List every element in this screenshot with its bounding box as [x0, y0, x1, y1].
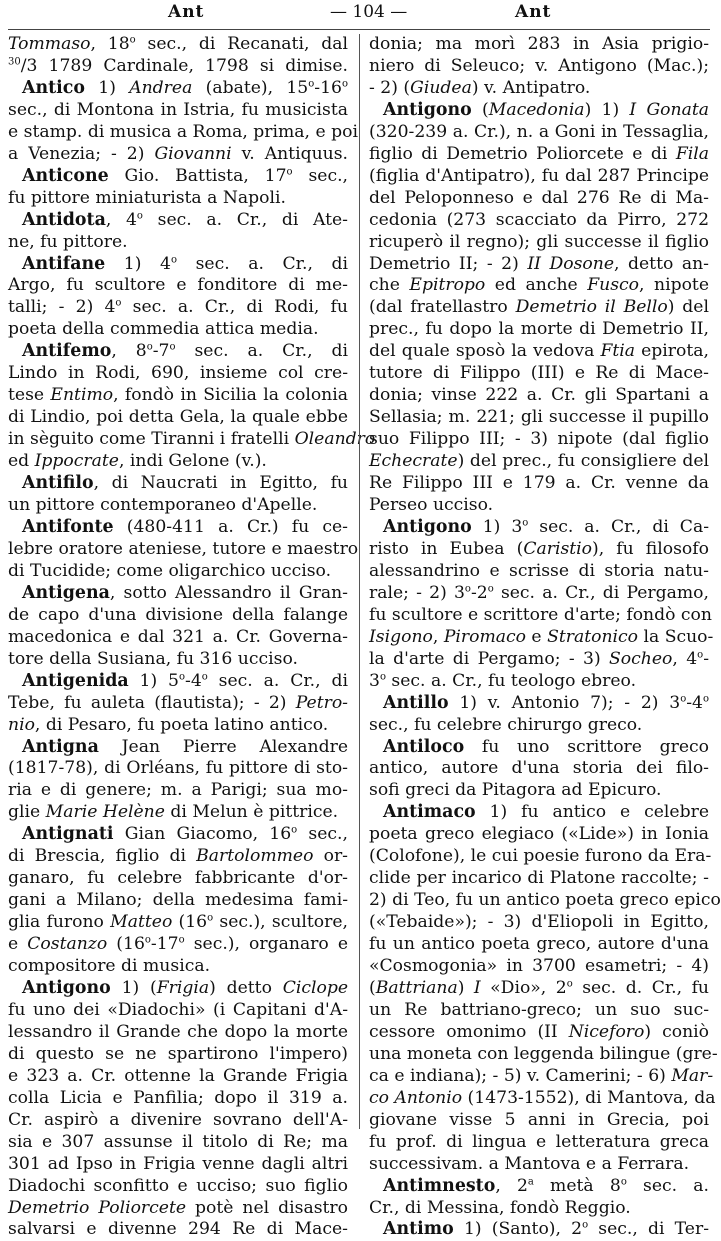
text-line: nio, di Pesaro, fu poeta latino antico. [8, 714, 329, 735]
text-line: Lindo in Rodi, 690, insieme col cre- [8, 363, 348, 384]
text-line: fu pittore miniaturista a Napoli. [8, 187, 286, 208]
text-line: rale; - 2) 3$^o$-2$^o$ sec. a. Cr., di Pergamo, [369, 582, 709, 603]
text-line: macedonica e dal 321 a. Cr. Governa- [8, 626, 348, 647]
text-line: donia; ma morì 283 in Asia prigio- [369, 34, 709, 54]
text-line: Perseo ucciso. [369, 495, 494, 516]
text-line: ed Ippocrate, indi Gelone (v.). [8, 451, 267, 472]
text-line: 301 ad Ipso in Frigia venne dagli altri [8, 1153, 348, 1174]
text-line: di Tucidide; come oligarchico ucciso. [8, 560, 332, 581]
running-head-left: Ant [168, 2, 205, 22]
text-line: Tebe, fu auleta (flautista); - 2) Petro- [8, 692, 348, 713]
text-line: colla Licia e Panfilia; dopo il 319 a. [8, 1087, 348, 1108]
text-line: tore della Susiana, fu 316 ucciso. [8, 648, 298, 669]
text-line: Diadochi sconfitto e ucciso; suo figlio [8, 1175, 348, 1196]
text-line: ca e indiana); - 5) v. Camerini; - 6) Mar- [369, 1065, 714, 1086]
text-line: salvarsi e divenne 294 Re di Mace- [8, 1219, 348, 1240]
text-line: Antimaco 1) fu antico e celebre [383, 802, 709, 823]
text-line: cessore omonimo (II Niceforo) coniò [369, 1021, 709, 1042]
text-line: tese Entimo, fondò in Sicilia la colonia [8, 385, 348, 406]
text-line: ria e di genere; m. a Parigi; sua mo- [8, 780, 348, 801]
text-line: cedonia (273 scacciato da Pirro, 272 [369, 209, 709, 230]
text-line: Antidota, 4$^o$ sec. a. Cr., di Ate- [22, 209, 348, 230]
text-line: Antifonte (480-411 a. Cr.) fu ce- [22, 516, 348, 537]
text-line: di questo se ne spartirono l'impero) [8, 1043, 348, 1064]
text-line: sec., di Montona in Istria, fu musicista [8, 99, 348, 120]
text-line: glie Marie Helène di Melun è pittrice. [8, 802, 339, 823]
text-line: Antifilo, di Naucrati in Egitto, fu [22, 473, 348, 494]
text-line: una moneta con leggenda bilingue (gre- [369, 1043, 718, 1064]
text-line: ne, fu pittore. [8, 231, 128, 252]
text-line: la d'arte di Pergamo; - 3) Socheo, 4$^o$- [369, 648, 709, 669]
page-number: — 104 — [330, 2, 408, 22]
page-header [0, 0, 718, 34]
text-line: gani a Milano; della medesima fami- [8, 890, 348, 911]
text-line: a Venezia; - 2) Giovanni v. Antiquus. [8, 143, 349, 164]
left-column [8, 34, 376, 1240]
text-line: Cr. aspirò a divenire sovrano dell'A- [8, 1109, 348, 1130]
text-line: Antico 1) Andrea (abate), 15$^o$-16$^o$ [22, 77, 348, 98]
text-line: (dal fratellastro Demetrio il Bello) del [369, 297, 709, 318]
text-line: giovane visse 5 anni in Grecia, poi [369, 1109, 709, 1130]
text-line: Antigono (Macedonia) 1) I Gonata [383, 99, 709, 120]
text-line: co Antonio (1473-1552), di Mantova, da [369, 1087, 716, 1108]
text-line: «Cosmogonia» in 3700 esametri; - 4) [369, 956, 709, 977]
text-line: 2) di Teo, fu un antico poeta greco epico [369, 890, 721, 911]
text-line: (Battriana) I «Dio», 2$^o$ sec. d. Cr., fu [369, 977, 709, 998]
text-line: clide per incarico di Platone raccolte; - [369, 868, 709, 889]
text-line: Echecrate) del prec., fu consigliere del [369, 451, 709, 472]
text-line: 3$^o$ sec. a. Cr., fu teologo ebreo. [369, 670, 637, 691]
text-line: Antigono 1) (Frigia) detto Ciclope [22, 977, 348, 998]
text-line: Demetrio II; - 2) II Dosone, detto an- [369, 253, 709, 274]
text-line: glia furono Matteo (16$^o$ sec.), scultore, [8, 912, 348, 933]
text-line: $^{30}$/3 1789 Cardinale, 1798 si dimise. [8, 55, 348, 76]
text-line: ganaro, fu celebre fabbricante d'or- [8, 868, 348, 889]
text-line: Demetrio Poliorcete potè nel disastro [8, 1197, 348, 1218]
text-line: poeta della commedia attica media. [8, 319, 319, 340]
text-line: fu uno dei «Diadochi» (i Capitani d'A- [8, 999, 348, 1020]
text-line: fu prof. di lingua e letteratura greca [369, 1131, 709, 1152]
text-line: del quale sposò la vedova Ftia epirota, [369, 341, 709, 362]
text-line: di Lindio, poi detta Gela, la quale ebbe [8, 407, 348, 428]
text-line: di Brescia, figlio di Bartolommeo or- [8, 846, 348, 867]
running-head-right: Ant [515, 2, 552, 22]
text-line: Antignati Gian Giacomo, 16$^o$ sec., [22, 824, 348, 845]
text-line: (320-239 a. Cr.), n. a Goni in Tessaglia, [369, 121, 709, 142]
text-line: Argo, fu scultore e fonditore di me- [8, 275, 348, 296]
text-line: e stamp. di musica a Roma, prima, e poi [8, 121, 358, 142]
text-line: niero di Seleuco; v. Antigono (Mac.); [369, 55, 709, 76]
text-line: fu scultore e scrittore d'arte; fondò con [369, 604, 712, 625]
text-line: (figlia d'Antipatro), fu dal 287 Principe [369, 165, 709, 186]
text-line: suo Filippo III; - 3) nipote (dal figlio [369, 429, 709, 450]
text-line: e Costanzo (16$^o$-17$^o$ sec.), organaro e [8, 934, 349, 955]
text-line: Re Filippo III e 179 a. Cr. venne da [369, 473, 709, 494]
text-line: Antiloco fu uno scrittore greco [383, 736, 709, 757]
text-line: fu un antico poeta greco, autore d'una [369, 934, 709, 955]
text-line: successivam. a Mantova e a Ferrara. [369, 1153, 690, 1174]
text-line: Antimo 1) (Santo), 2$^o$ sec., di Ter- [383, 1219, 710, 1240]
text-line: de capo d'una divisione della falange [8, 604, 348, 625]
text-line: figlio di Demetrio Poliorcete e di Fila [369, 143, 709, 164]
text-line: Antigenida 1) 5$^o$-4$^o$ sec. a. Cr., di [22, 670, 348, 691]
text-line: (1817-78), di Orléans, fu pittore di sto- [8, 758, 348, 779]
text-line: («Tebaide»); - 3) d'Eliopoli in Egitto, [369, 912, 709, 933]
text-line: un pittore contemporaneo d'Apelle. [8, 495, 318, 516]
text-line: Cr., di Messina, fondò Reggio. [369, 1197, 631, 1218]
text-line: compositore di musica. [8, 956, 211, 977]
text-line: alessandrino e scrisse di storia natu- [369, 560, 709, 581]
text-line: Isigono, Piromaco e Stratonico la Scuo- [369, 626, 714, 647]
text-line: risto in Eubea (Caristio), fu filosofo [369, 538, 709, 559]
text-line: Antifane 1) 4$^o$ sec. a. Cr., di [22, 253, 348, 274]
text-line: tutore di Filippo (III) e Re di Mace- [369, 363, 709, 384]
text-line: che Epitropo ed anche Fusco, nipote [369, 275, 709, 296]
text-line: (Colofone), le cui poesie furono da Era- [369, 846, 712, 867]
text-line: sec., fu celebre chirurgo greco. [369, 714, 643, 735]
text-line: lessandro il Grande che dopo la morte [8, 1021, 348, 1042]
text-line: sia e 307 assunse il titolo di Re; ma [8, 1131, 348, 1152]
text-line: in sèguito come Tiranni i fratelli Oleandro [8, 429, 376, 450]
text-line: del Peloponneso e dal 276 Re di Ma- [369, 187, 709, 208]
text-line: poeta greco elegiaco («Lide») in Ionia [369, 824, 709, 845]
text-line: ricuperò il regno); gli successe il figlio [369, 231, 709, 252]
text-line: e 323 a. Cr. ottenne la Grande Frigia [8, 1065, 348, 1086]
text-line: Antigono 1) 3$^o$ sec. a. Cr., di Ca- [383, 516, 709, 537]
text-line: Antigena, sotto Alessandro il Gran- [22, 582, 348, 603]
header-rule [8, 29, 710, 30]
text-line: Anticone Gio. Battista, 17$^o$ sec., [22, 165, 348, 186]
text-line: Tommaso, 18$^o$ sec., di Recanati, dal [8, 34, 348, 54]
column-divider [359, 34, 360, 1129]
text-line: Antifemo, 8$^o$-7$^o$ sec. a. Cr., di [22, 341, 348, 362]
text-line: talli; - 2) 4$^o$ sec. a. Cr., di Rodi, fu [8, 297, 348, 318]
text-line: prec., fu dopo la morte di Demetrio II, [369, 319, 709, 340]
text-line: - 2) (Giudea) v. Antipatro. [369, 77, 591, 98]
text-line: un Re battriano-greco; un suo suc- [369, 999, 709, 1020]
right-column [369, 34, 721, 1240]
text-line: donia; vinse 222 a. Cr. gli Spartani a [369, 385, 709, 406]
text-line: lebre oratore ateniese, tutore e maestro [8, 538, 359, 559]
text-line: Antimnesto, 2$^a$ metà 8$^o$ sec. a. [383, 1175, 709, 1196]
text-line: sofi greci da Pitagora ad Epicuro. [369, 780, 662, 801]
text-line: Sellasia; m. 221; gli successe il pupillo [369, 407, 709, 428]
text-line: Antillo 1) v. Antonio 7); - 2) 3$^o$-4$^o$ [383, 692, 709, 713]
text-line: antico, autore d'una storia dei filo- [369, 758, 709, 779]
text-line: Antigna Jean Pierre Alexandre [22, 736, 348, 757]
